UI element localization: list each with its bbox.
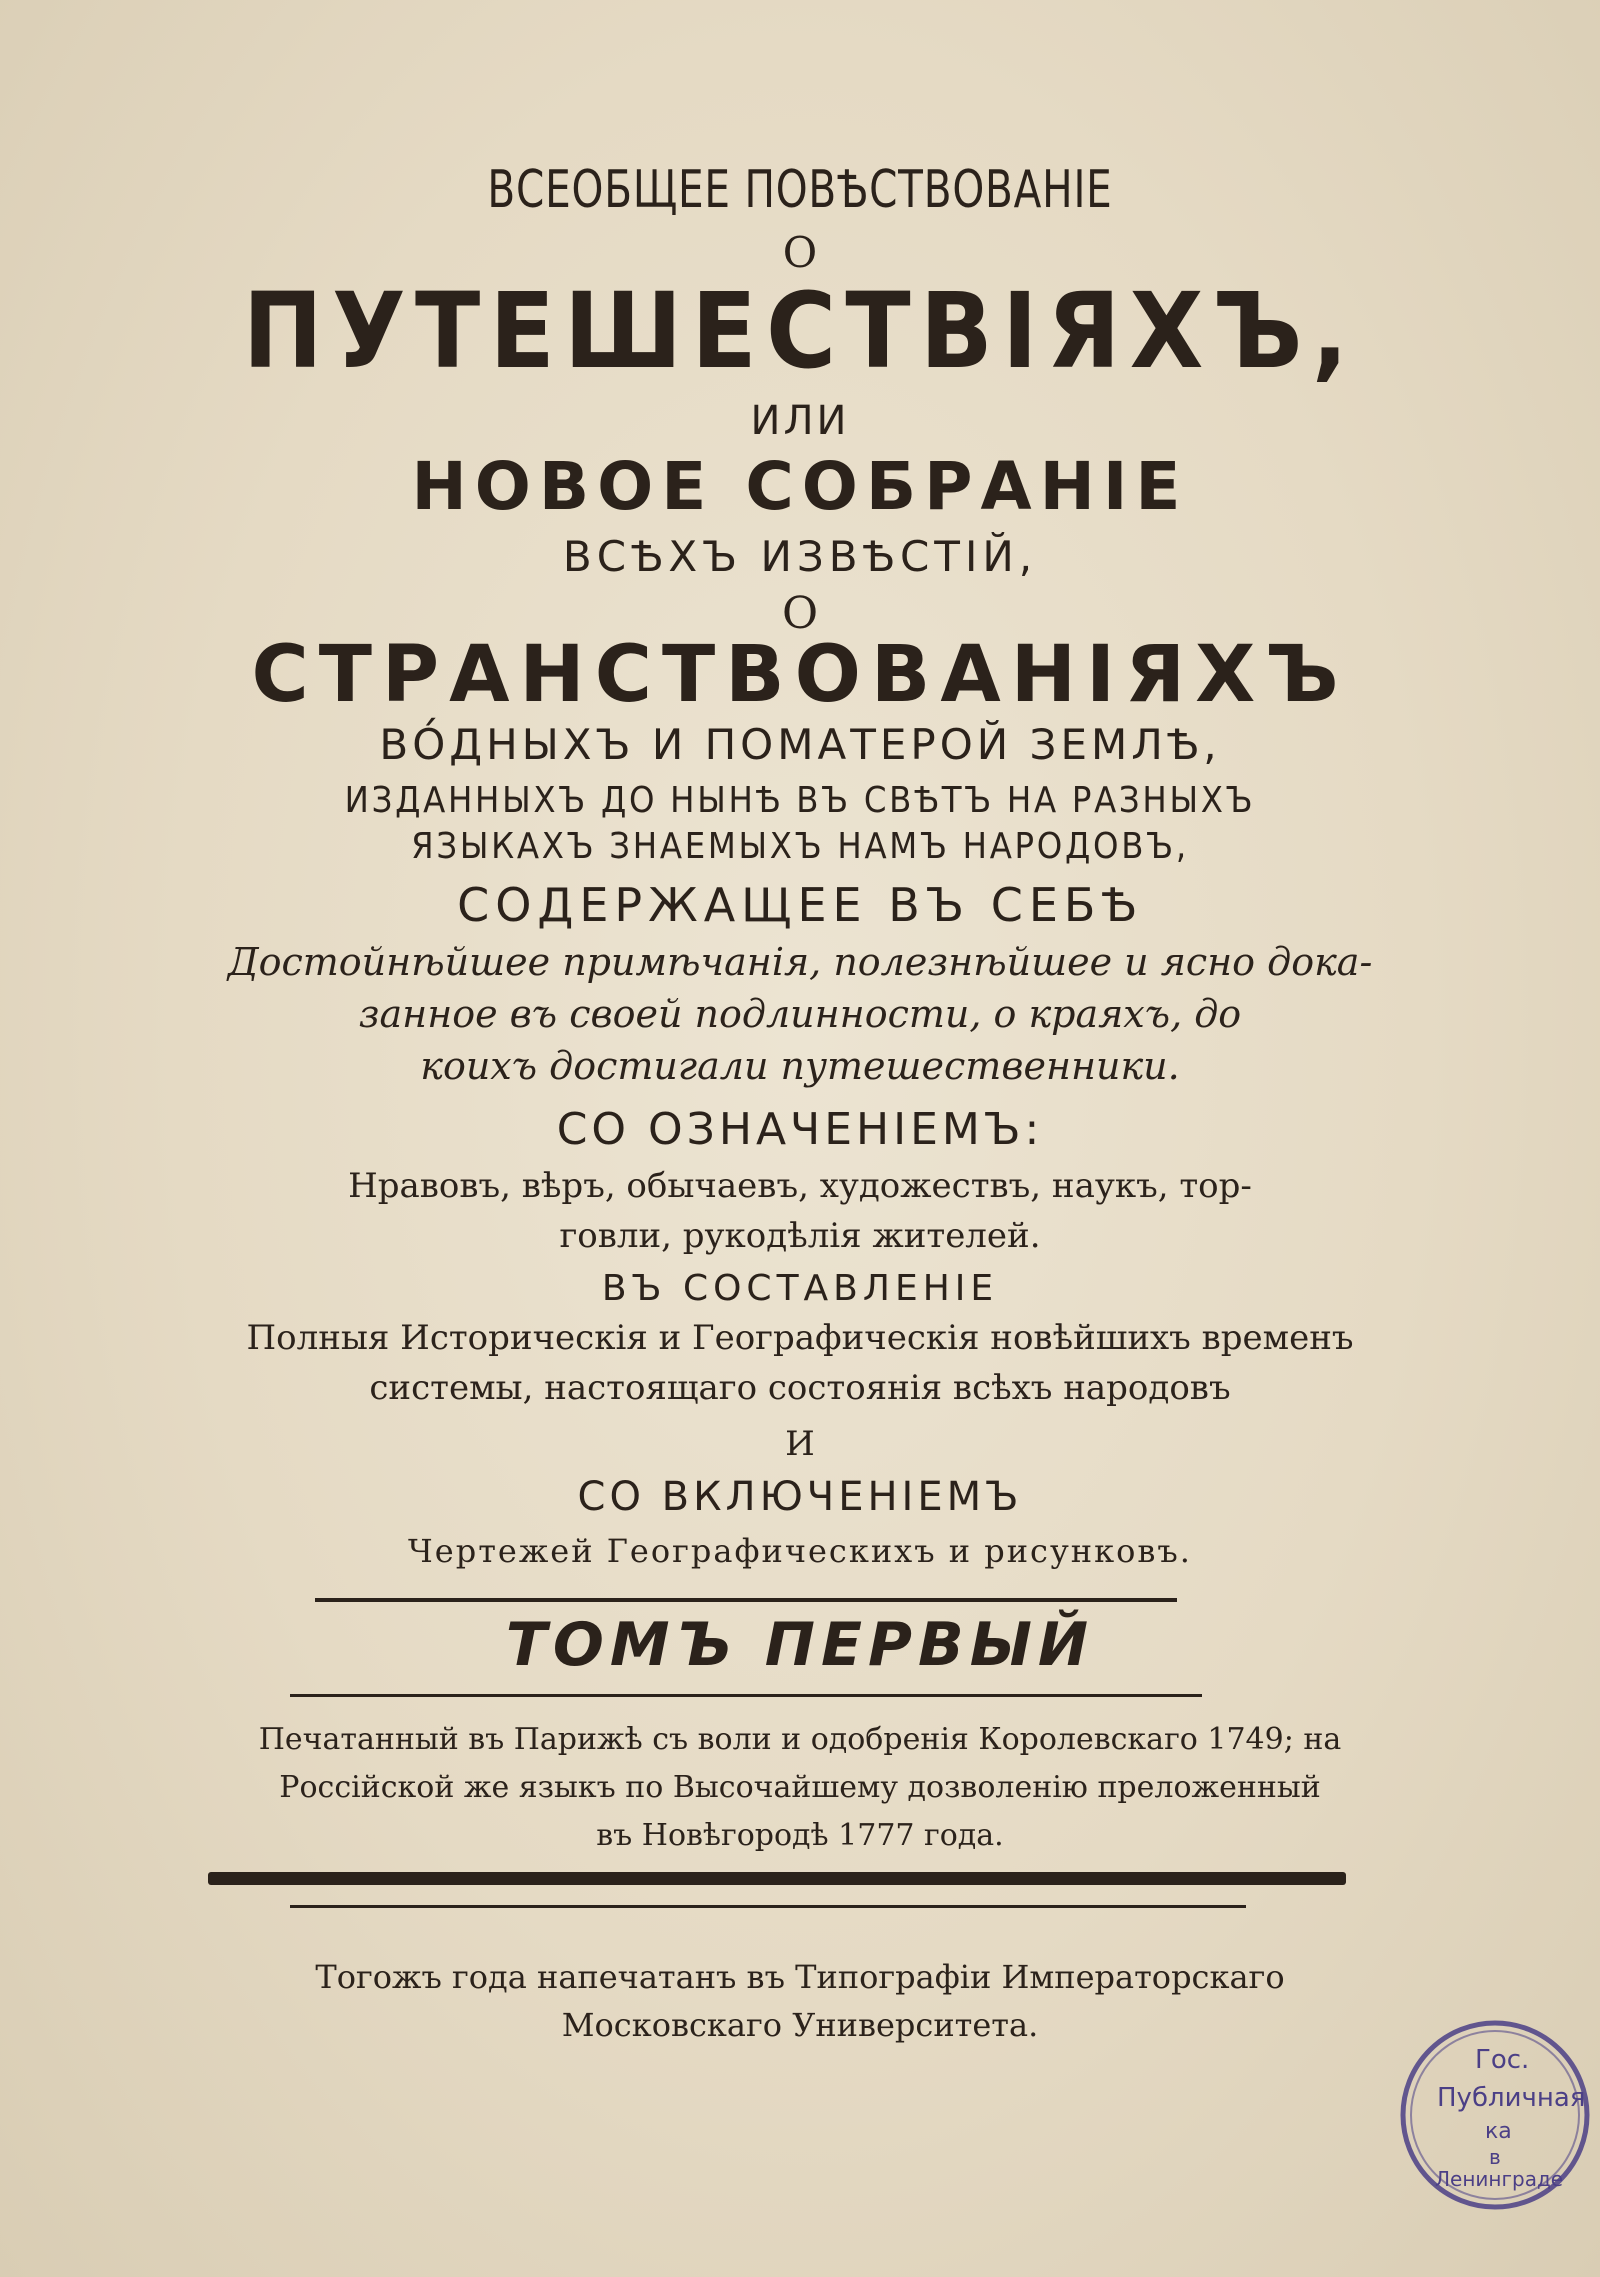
heading-travels: ПУТЕШЕСТВІЯХЪ,	[242, 270, 1358, 392]
heading-with-inclusion: СО ВКЛЮЧЕНІЕМЪ	[577, 1474, 1023, 1520]
text-maps-drawings: Чертежей Географическихъ и рисунковъ.	[408, 1532, 1192, 1570]
text-system-2: системы, настоящаго состоянія всѣхъ народовъ	[369, 1368, 1231, 1408]
imprint-line-2: Россійской же языкъ по Высочайшему дозволенію преложенный	[279, 1770, 1321, 1805]
press-line-2: Московскаго Университета.	[561, 2006, 1039, 2044]
heading-o-1: О	[782, 228, 818, 277]
heading-wanderings: СТРАНСТВОВАНІЯХЪ	[251, 630, 1349, 720]
text-customs-2: говли, рукодѣлія жителей.	[559, 1216, 1041, 1256]
press-line-1: Тогожъ года напечатанъ въ Типографіи Императорскаго	[315, 1958, 1285, 1996]
rule-thick	[208, 1872, 1346, 1885]
heading-in-composition: ВЪ СОСТАВЛЕНІЕ	[601, 1268, 999, 1309]
stamp-line-1: Гос.	[1475, 2045, 1530, 2075]
rule-below-volume	[290, 1694, 1202, 1697]
imprint-line-1: Печатанный въ Парижѣ съ воли и одобренія Королевскаго 1749; на	[258, 1722, 1342, 1757]
text-customs-1: Нравовъ, вѣръ, обычаевъ, художествъ, наукъ, тор-	[348, 1166, 1252, 1206]
heading-new-collection: НОВОЕ СОБРАНІЕ	[411, 448, 1189, 525]
stamp-line-2: Публичная	[1437, 2083, 1586, 2113]
heading-o-2: О	[781, 588, 819, 639]
heading-containing: СОДЕРЖАЩЕЕ ВЪ СЕБѢ	[457, 878, 1143, 932]
heading-languages: ЯЗЫКАХЪ ЗНАЕМЫХЪ НАМЪ НАРОДОВЪ,	[411, 826, 1189, 867]
text-notable-remarks-2: занное въ своей подлинности, о краяхъ, до	[358, 992, 1242, 1036]
imprint-line-3: въ Новѣгородѣ 1777 года.	[596, 1818, 1004, 1853]
text-and: И	[785, 1424, 815, 1464]
stamp-line-3: ка	[1485, 2119, 1512, 2144]
heading-or: ИЛИ	[750, 398, 850, 444]
rule-thin	[290, 1905, 1246, 1908]
heading-with-designation: СО ОЗНАЧЕНІЕМЪ:	[556, 1104, 1044, 1155]
stamp-line-4: в	[1489, 2145, 1501, 2169]
heading-all-news: ВСѢХЪ ИЗВѢСТІЙ,	[562, 532, 1038, 581]
heading-water-land: ВО́ДНЫХЪ И ПОМАТЕРОЙ ЗЕМЛѢ,	[379, 720, 1221, 769]
volume-title: ТОМЪ ПЕРВЫЙ	[505, 1610, 1095, 1680]
rule-above-volume	[315, 1598, 1177, 1602]
stamp-line-5: Ленинграде	[1435, 2167, 1564, 2191]
text-notable-remarks-3: коихъ достигали путешественники.	[420, 1044, 1180, 1088]
text-notable-remarks-1: Достойнѣйшее примѣчанія, полезнѣйшее и ясно дока-	[227, 940, 1373, 984]
library-stamp	[1395, 2015, 1595, 2215]
text-system-1: Полныя Историческія и Географическія новѣйшихъ временъ	[246, 1318, 1354, 1358]
heading-general-narrative: ВСЕОБЩЕЕ ПОВѢСТВОВАНІЕ	[487, 160, 1113, 220]
heading-published: ИЗДАННЫХЪ ДО НЫНѢ ВЪ СВѢТЪ НА РАЗНЫХЪ	[344, 780, 1256, 821]
